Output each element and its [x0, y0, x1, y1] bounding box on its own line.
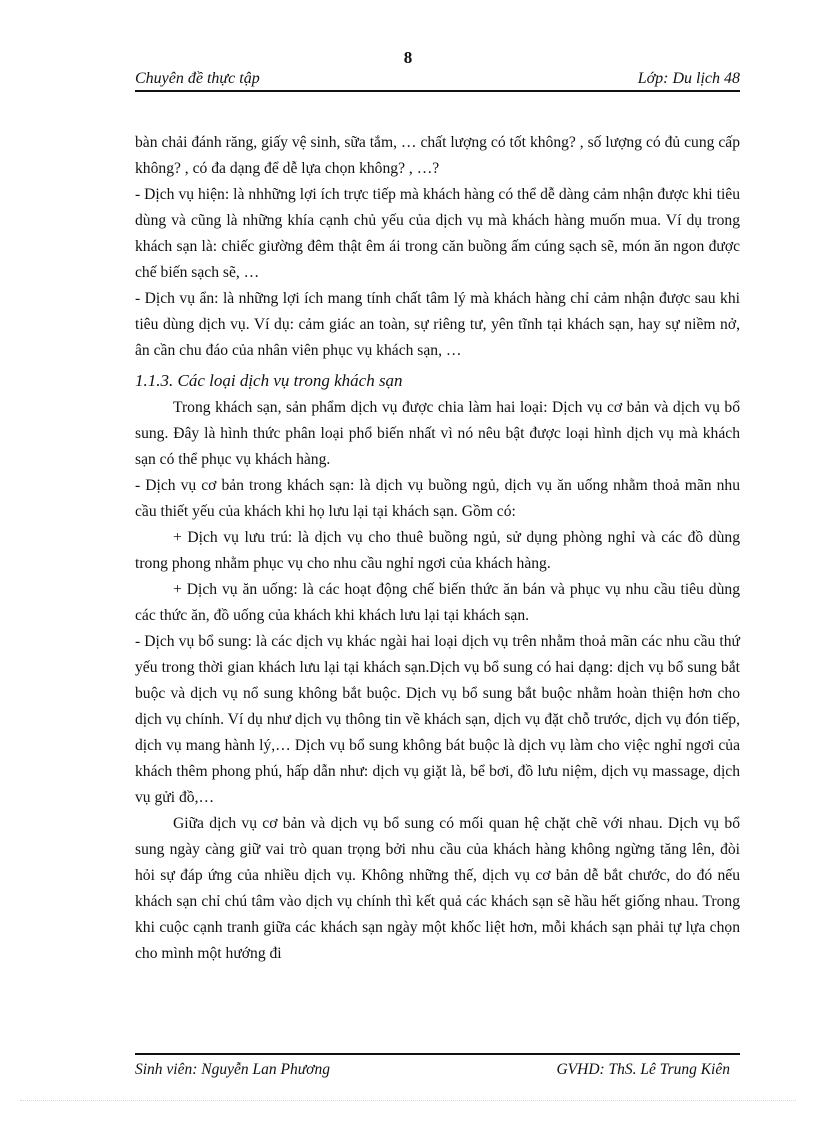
section-heading: 1.1.3. Các loại dịch vụ trong khách sạn [135, 371, 403, 390]
paragraph-food-beverage: + Dịch vụ ăn uống: là các hoạt động chế biến thức ăn bán và phục vụ nhu cầu tiêu dùng các thức ăn, đồ uống của khách khi khách lưu lại tại khách sạn. [135, 581, 740, 624]
footer-student-name: Sinh viên: Nguyễn Lan Phương [135, 1061, 330, 1078]
paragraph-accommodation: + Dịch vụ lưu trú: là dịch vụ cho thuê buồng ngủ, sử dụng phòng nghỉ và các đồ dùng trong phong nhằm phục vụ cho nhu cầu nghỉ ngơi của khách hàng. [135, 529, 740, 572]
paragraph-continuation: bàn chải đánh răng, giấy vệ sinh, sữa tắm, … chất lượng có tốt không? , số lượng có đủ cung cấp không? , có đa dạng để dễ lựa chọn không? , …? [135, 134, 740, 177]
paragraph-relationship: Giữa dịch vụ cơ bản và dịch vụ bổ sung có mối quan hệ chặt chẽ với nhau. Dịch vụ bổ sung ngày càng giữ vai trò quan trọng bởi nhu cầu của khách hàng không ngừng tăng lên, đòi hỏi sự đáp ứng của nhiều dịch vụ. Không những thế, dịch vụ cơ bản dễ bắt chước, do đó nếu khách sạn chỉ chú tâm vào dịch vụ chính thì kết quả các khách sạn sẽ hầu hết giống nhau. Trong khi cuộc cạnh tranh giữa các khách sạn ngày một khốc liệt hơn, mỗi khách sạn phải tự lựa chọn cho mình một hướng đi [135, 815, 740, 962]
paragraph-hidden-service: - Dịch vụ ẩn: là những lợi ích mang tính chất tâm lý mà khách hàng chỉ cảm nhận được sau khi tiêu dùng dịch vụ. Ví dụ: cảm giác an toàn, sự riêng tư, yên tĩnh tại khách sạn, hay sự niềm nở, ân cần chu đáo của nhân viên phục vụ khách sạn, … [135, 290, 740, 359]
page-number: 8 [403, 48, 413, 67]
footer-supervisor-name: GVHD: ThS. Lê Trung Kiên [556, 1061, 730, 1078]
page-edge-divider [20, 1100, 796, 1101]
paragraph-basic-service: - Dịch vụ cơ bản trong khách sạn: là dịch vụ buồng ngủ, dịch vụ ăn uống nhằm thoả mãn nhu cầu thiết yếu của khách khi họ lưu lại tại khách sạn. Gồm có: [135, 477, 740, 520]
document-body [135, 130, 740, 967]
header-class-name: Lớp: Du lịch 48 [637, 70, 740, 87]
paragraph-supplementary-service: - Dịch vụ bổ sung: là các dịch vụ khác ngài hai loại dịch vụ trên nhằm thoả mãn các nhu cầu thứ yếu trong thời gian khách lưu lại tại khách sạn.Dịch vụ bổ sung có hai dạng: dịch vụ bổ sung bắt buộc và dịch vụ nổ sung không bắt buộc. Dịch vụ bổ sung bắt buộc nhằm hoàn thiện hơn cho dịch vụ chính. Ví dụ như dịch vụ thông tin về khách sạn, dịch vụ đặt chỗ trước, dịch vụ đón tiếp, dịch vụ mang hành lý,… Dịch vụ bổ sung không bát buộc là dịch vụ làm cho việc nghỉ ngơi của khách thêm phong phú, hấp dẫn như: dịch vụ giặt là, bể bơi, đồ lưu niệm, dịch vụ massage, dịch vụ gửi đồ,… [135, 633, 740, 806]
page-footer [135, 1053, 740, 1083]
header-course-title: Chuyên đề thực tập [135, 70, 260, 87]
paragraph-visible-service: - Dịch vụ hiện: là nhhững lợi ích trực tiếp mà khách hàng có thể dễ dàng cảm nhận được khi tiêu dùng và cũng là những khía cạnh chủ yếu của dịch vụ mà khách hàng muốn mua. Ví dụ trong khách sạn là: chiếc giường đêm thật êm ái trong căn buồng ấm cúng sạch sẽ, món ăn ngon được chế biến sạch sẽ, … [135, 186, 740, 281]
page-header [135, 68, 740, 92]
paragraph-service-types: Trong khách sạn, sản phẩm dịch vụ được chia làm hai loại: Dịch vụ cơ bản và dịch vụ bổ sung. Đây là hình thức phân loại phổ biến nhất vì nó nêu bật được loại hình dịch vụ mà khách sạn có thể phục vụ khách hàng. [135, 399, 740, 468]
